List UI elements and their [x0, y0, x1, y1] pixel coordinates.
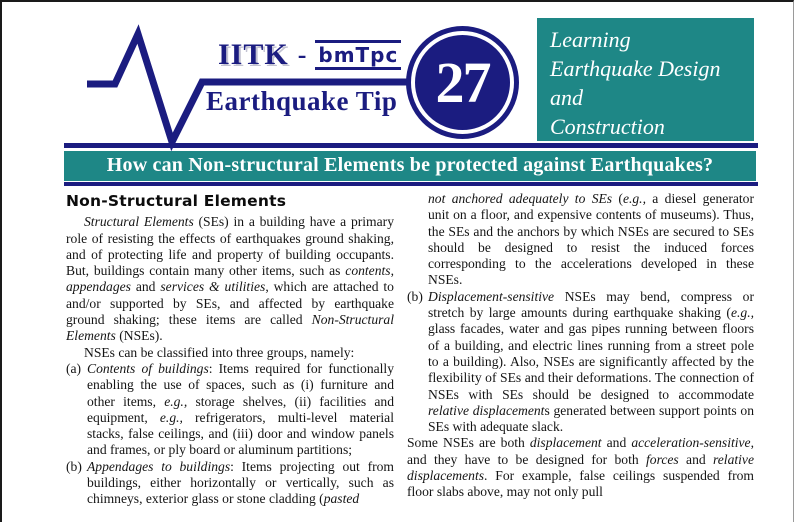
tip-number-badge: [406, 26, 519, 139]
page-title: How can Non-structural Elements be protected against Earthquakes?: [64, 151, 756, 181]
left-column: [66, 190, 394, 522]
series-tagline-box: [537, 18, 754, 141]
paragraph: NSEs can be classified into three groups, namely:: [84, 344, 355, 360]
list-item-label: (b): [66, 458, 82, 474]
list-item-b: [66, 459, 394, 508]
header-rule-top: [64, 143, 758, 148]
list-item-text: Appendages to buildings: Items projecting out from buildings, either horizontally or vertically, such as chimneys, exterior glass or stone cladding (pasted: [87, 458, 394, 507]
list-item-a: [66, 361, 394, 459]
tip-number: 27: [435, 50, 490, 115]
tagline-line: Earthquake Design: [550, 56, 721, 81]
article-body: [66, 190, 754, 522]
header-rule-bottom: [64, 182, 758, 186]
tagline-line: Learning: [550, 27, 631, 52]
bmtpc-logo: bmTpc: [315, 40, 401, 70]
iitk-logo-text: IITK: [218, 38, 289, 71]
earthquake-tip-label: Earthquake Tip: [206, 86, 398, 116]
seismograph-line-icon: [75, 15, 423, 155]
tagline-line: and: [550, 85, 583, 110]
list-item-text: Displacement-sensitive NSEs may bend, compress or stretch by large amounts during earthquake shaking (e.g., glass facades, water and gas pipes running between floors of a building, and electric lines running from a street pole to a building). Also, NSEs are significantly affected by the flexibility of SEs and their deformations. The connection of NSEs with SEs should be designed to accommodate relative displacements generated between support points on SEs with adequate slack.: [428, 288, 754, 435]
page-header: [2, 2, 793, 190]
continued-item-text: not anchored adequately to SEs (e.g., a diesel generator unit on a floor, and expensive contents of museums). Thus, the SEs and the anchors by which NSEs are secured to SEs should be designed to resist the induced forces corresponding to the accelerations developed in these NSEs.: [428, 191, 754, 288]
logo-row: [218, 38, 401, 72]
right-column: [407, 190, 754, 522]
logo-separator: -: [297, 40, 307, 69]
list-item-text: Contents of buildings: Items required for functionally enabling the use of spaces, such as (i) furniture and other items, e.g., storage shelves, (ii) facilities and equipment, e.g., refrigerators, multi-level material stacks, false ceilings, and (iii) door and window panels and frames, or ply board or aluminum partitions;: [87, 360, 394, 458]
paragraph: Some NSEs are both displacement and acceleration-sensitive, and they have to be designed for both forces and relative displacements. For example, false ceilings suspended from floor slabs above, may not only pull: [407, 435, 754, 500]
paragraph: Structural Elements (SEs) in a building have a primary role of resisting the effects of earthquakes ground shaking, and of protecting life and property of building occupants. But, buildings contain many other items, such as contents, appendages and services & utilities, which are attached to and/or supported by SEs, and affected by earthquake ground shaking; these items are called Non-Structural Elements (NSEs).: [66, 214, 394, 344]
list-item-label: (b): [407, 288, 423, 304]
section-heading: Non-Structural Elements: [66, 192, 287, 210]
tagline-line: Construction: [550, 114, 665, 139]
list-item-b: [407, 289, 754, 436]
list-item-label: (a): [66, 360, 82, 376]
